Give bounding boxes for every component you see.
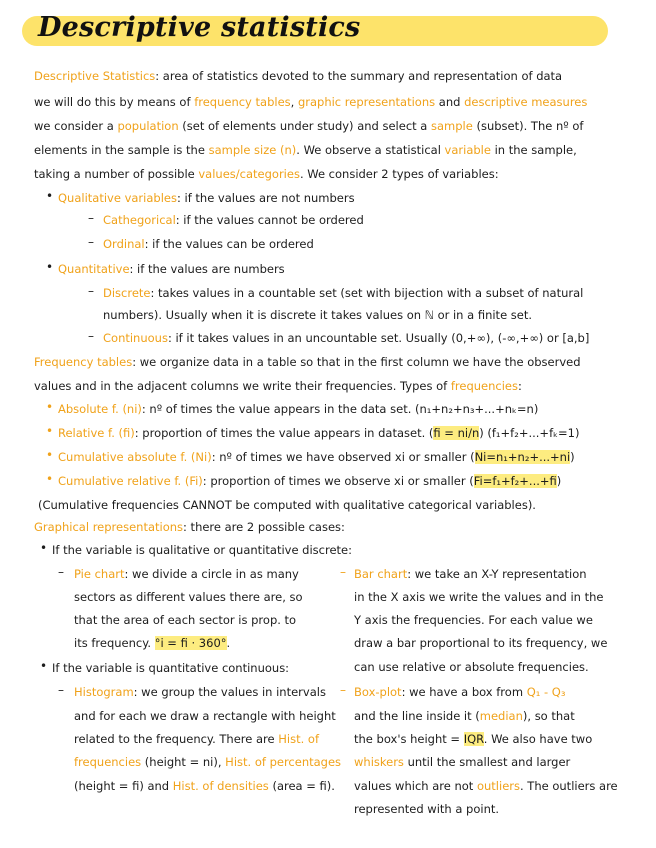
term-highlight: values/categories bbox=[198, 167, 300, 181]
text-run: that the area of each sector is prop. to bbox=[74, 613, 297, 627]
bullet-dash: – bbox=[58, 683, 64, 697]
term-highlight: descriptive measures bbox=[464, 95, 588, 109]
text-run: . bbox=[226, 636, 231, 650]
term-highlight: Q₁ - Q₃ bbox=[526, 685, 566, 699]
text-run: : we have a box from bbox=[401, 685, 527, 699]
text-line bbox=[103, 213, 364, 227]
text-line bbox=[58, 191, 355, 205]
text-run: its frequency. bbox=[74, 636, 155, 650]
term-highlight: frequency tables bbox=[194, 95, 291, 109]
text-run: ), so that bbox=[522, 709, 575, 723]
text-line bbox=[52, 661, 289, 675]
text-line bbox=[354, 732, 592, 746]
text-line bbox=[354, 779, 618, 793]
text-run: . We also have two bbox=[483, 732, 593, 746]
formula-marked: fi = ni/n bbox=[433, 426, 480, 440]
text-line bbox=[74, 779, 335, 793]
text-run: . We consider 2 types of variables: bbox=[299, 167, 499, 181]
text-line bbox=[58, 402, 538, 416]
text-run: : if the values are not numbers bbox=[176, 191, 355, 205]
text-run: : we organize data in a table so that in the first column we have the observed bbox=[132, 355, 581, 369]
text-line bbox=[354, 590, 604, 604]
text-line bbox=[103, 286, 583, 300]
text-run: ) bbox=[556, 474, 562, 488]
text-run: Y axis the frequencies. For each value we bbox=[354, 613, 593, 627]
text-run: : proportion of times the value appears in dataset. ( bbox=[134, 426, 434, 440]
term-highlight: Cumulative relative f. (Fi) bbox=[58, 474, 203, 488]
text-run: taking a number of possible bbox=[34, 167, 199, 181]
bullet-dot: • bbox=[40, 659, 48, 673]
text-run: . The outliers are bbox=[520, 779, 618, 793]
text-run: : we take an X-Y representation bbox=[407, 567, 587, 581]
bullet-dot: • bbox=[46, 260, 54, 274]
text-run: , bbox=[290, 95, 298, 109]
text-run: : if the values are numbers bbox=[129, 262, 285, 276]
term-highlight: Hist. of percentages bbox=[225, 755, 342, 769]
term-highlight: whiskers bbox=[354, 755, 404, 769]
term-highlight: Histogram bbox=[74, 685, 134, 699]
formula-marked: IQR bbox=[463, 732, 484, 746]
text-line bbox=[74, 685, 326, 699]
formula-marked: Ni=n₁+n₂+...+ni bbox=[474, 450, 571, 464]
text-line bbox=[74, 590, 303, 604]
text-line bbox=[354, 636, 607, 650]
term-highlight: sample bbox=[431, 119, 473, 133]
term-highlight: Discrete bbox=[103, 286, 151, 300]
text-run: : there are 2 possible cases: bbox=[183, 520, 345, 534]
term-highlight: Continuous bbox=[103, 331, 168, 345]
text-line bbox=[354, 660, 589, 674]
text-line bbox=[74, 636, 230, 650]
term-highlight: frequencies bbox=[450, 379, 518, 393]
bullet-dash: – bbox=[88, 211, 94, 225]
text-run: : proportion of times we observe xi or smaller ( bbox=[202, 474, 474, 488]
text-run: until the smallest and larger bbox=[403, 755, 571, 769]
text-run: : takes values in a countable set (set with bijection with a subset of natural bbox=[150, 286, 584, 300]
text-run: : nº of times the value appears in the data set. (n₁+n₂+n₃+...+nₖ=n) bbox=[141, 402, 539, 416]
term-highlight: Relative f. (fi) bbox=[58, 426, 135, 440]
text-run: (set of elements under study) and select a bbox=[178, 119, 432, 133]
text-run: ) bbox=[570, 450, 575, 464]
bullet-dash: – bbox=[340, 683, 346, 697]
term-highlight: Box-plot bbox=[354, 685, 402, 699]
text-run: in the X axis we write the values and in the bbox=[354, 590, 604, 604]
text-line bbox=[34, 167, 499, 181]
text-run: (height = ni), bbox=[141, 755, 226, 769]
text-line bbox=[58, 450, 575, 464]
text-line bbox=[103, 308, 532, 322]
formula-marked: Fi=f₁+f₂+...+fi bbox=[473, 474, 557, 488]
page-title: Descriptive statistics bbox=[38, 12, 361, 43]
text-line bbox=[354, 567, 587, 581]
text-line bbox=[58, 426, 579, 440]
text-line bbox=[354, 802, 499, 816]
term-highlight: graphic representations bbox=[297, 95, 436, 109]
term-highlight: Absolute f. (ni) bbox=[58, 402, 142, 416]
bullet-dash: – bbox=[88, 284, 94, 298]
text-run: numbers). Usually when it is discrete it takes values on ℕ or in a finite set. bbox=[103, 308, 533, 322]
text-line bbox=[74, 732, 319, 746]
text-run: If the variable is qualitative or quantitative discrete: bbox=[52, 543, 352, 557]
text-line bbox=[74, 709, 336, 723]
text-run: . We observe a statistical bbox=[296, 143, 445, 157]
text-run: ) (f₁+f₂+...+fₖ=1) bbox=[479, 426, 580, 440]
text-line bbox=[34, 119, 583, 133]
text-line bbox=[34, 143, 577, 157]
text-line bbox=[354, 685, 565, 699]
text-run: the box's height = bbox=[354, 732, 464, 746]
formula-marked: °i = fi · 360° bbox=[154, 636, 227, 650]
term-highlight: Graphical representations bbox=[34, 520, 184, 534]
term-highlight: median bbox=[479, 709, 523, 723]
text-line bbox=[74, 567, 299, 581]
text-run: represented with a point. bbox=[354, 802, 500, 816]
text-line bbox=[354, 755, 570, 769]
bullet-dash: – bbox=[58, 565, 64, 579]
text-line bbox=[34, 69, 562, 83]
bullet-dot: • bbox=[46, 448, 54, 462]
term-highlight: frequencies bbox=[74, 755, 142, 769]
bullet-dot: • bbox=[46, 189, 54, 203]
text-run: in the sample, bbox=[490, 143, 577, 157]
text-line bbox=[34, 379, 522, 393]
text-line bbox=[34, 355, 581, 369]
text-run: related to the frequency. There are bbox=[74, 732, 279, 746]
text-run: : if the values can be ordered bbox=[144, 237, 314, 251]
text-run: values which are not bbox=[354, 779, 477, 793]
text-run: : if the values cannot be ordered bbox=[175, 213, 364, 227]
text-run: : we divide a circle in as many bbox=[124, 567, 299, 581]
text-line bbox=[58, 262, 285, 276]
term-highlight: Hist. of densities bbox=[172, 779, 269, 793]
text-run: : area of statistics devoted to the summary and representation of data bbox=[155, 69, 563, 83]
term-highlight: outliers bbox=[476, 779, 520, 793]
text-line bbox=[34, 520, 345, 534]
text-run: draw a bar proportional to its frequency, we bbox=[354, 636, 608, 650]
term-highlight: Cathegorical bbox=[103, 213, 176, 227]
text-line bbox=[354, 709, 575, 723]
text-line bbox=[58, 474, 561, 488]
text-run: : nº of times we have observed xi or smaller ( bbox=[211, 450, 475, 464]
text-run: and bbox=[435, 95, 465, 109]
text-run: : bbox=[517, 379, 522, 393]
text-run: and the line inside it ( bbox=[354, 709, 480, 723]
text-line bbox=[74, 613, 296, 627]
term-highlight: population bbox=[117, 119, 179, 133]
term-highlight: variable bbox=[444, 143, 491, 157]
text-line bbox=[34, 95, 587, 109]
bullet-dash: – bbox=[88, 329, 94, 343]
term-highlight: Hist. of bbox=[278, 732, 320, 746]
text-run: (height = fi) and bbox=[74, 779, 173, 793]
text-line bbox=[103, 237, 314, 251]
term-highlight: Quantitative bbox=[58, 262, 130, 276]
term-highlight: Descriptive Statistics bbox=[34, 69, 156, 83]
term-highlight: Frequency tables bbox=[34, 355, 133, 369]
bullet-dash: – bbox=[88, 235, 94, 249]
text-line bbox=[38, 498, 536, 512]
text-run: we will do this by means of bbox=[34, 95, 195, 109]
bullet-dot: • bbox=[46, 472, 54, 486]
text-run: (Cumulative frequencies CANNOT be computed with qualitative categorical variables). bbox=[38, 498, 536, 512]
text-run: sectors as different values there are, so bbox=[74, 590, 303, 604]
text-run: can use relative or absolute frequencies. bbox=[354, 660, 589, 674]
text-run: elements in the sample is the bbox=[34, 143, 209, 157]
text-run: and for each we draw a rectangle with height bbox=[74, 709, 336, 723]
bullet-dot: • bbox=[40, 541, 48, 555]
text-run: If the variable is quantitative continuous: bbox=[52, 661, 290, 675]
term-highlight: Qualitative variables bbox=[58, 191, 177, 205]
text-line bbox=[74, 755, 341, 769]
bullet-dot: • bbox=[46, 400, 54, 414]
text-run: we consider a bbox=[34, 119, 118, 133]
title-banner bbox=[22, 12, 608, 48]
text-run: (subset). The nº of bbox=[472, 119, 584, 133]
text-line bbox=[52, 543, 352, 557]
term-highlight: Pie chart bbox=[74, 567, 125, 581]
text-run: values and in the adjacent columns we write their frequencies. Types of bbox=[34, 379, 451, 393]
text-line bbox=[354, 613, 593, 627]
term-highlight: Ordinal bbox=[103, 237, 145, 251]
bullet-dash: – bbox=[340, 565, 346, 579]
text-run: : if it takes values in an uncountable set. Usually (0,+∞), (-∞,+∞) or [a,b] bbox=[167, 331, 590, 345]
bullet-dot: • bbox=[46, 424, 54, 438]
term-highlight: Bar chart bbox=[354, 567, 408, 581]
term-highlight: sample size (n) bbox=[208, 143, 297, 157]
term-highlight: Cumulative absolute f. (Ni) bbox=[58, 450, 212, 464]
text-run: : we group the values in intervals bbox=[133, 685, 326, 699]
text-run: (area = fi). bbox=[268, 779, 335, 793]
text-line bbox=[103, 331, 589, 345]
